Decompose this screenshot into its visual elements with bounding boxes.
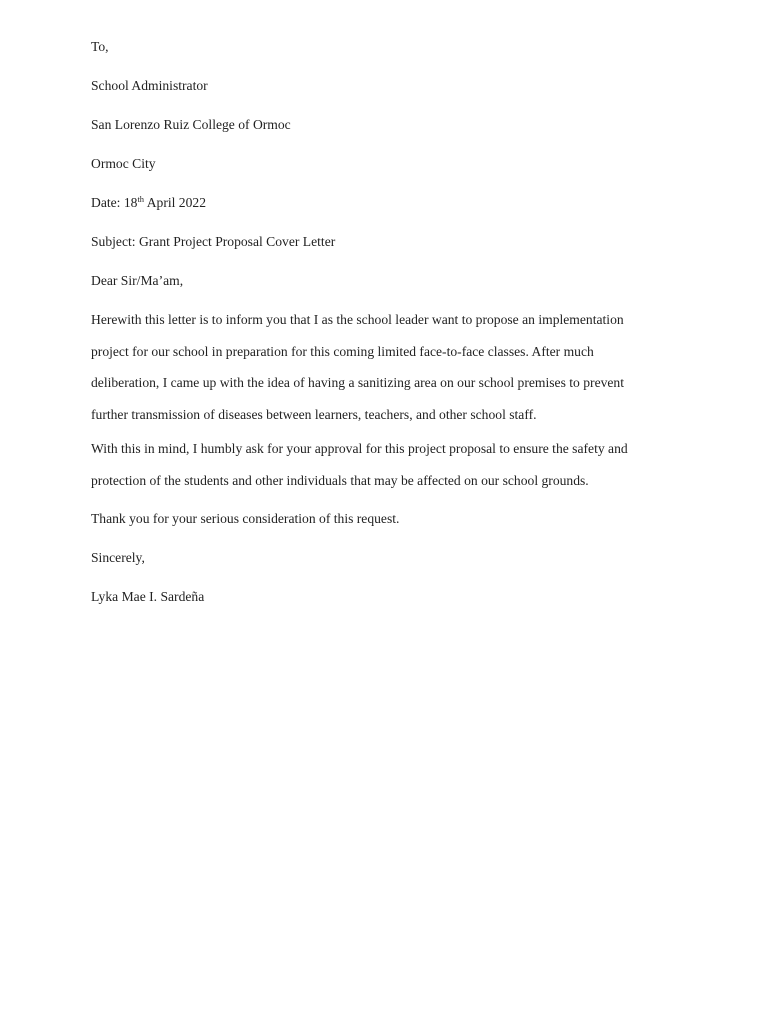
paragraph-line: deliberation, I came up with the idea of having a sanitizing area on our school premises to prevent: [91, 375, 625, 390]
date-ordinal-suffix: th: [137, 194, 145, 204]
body-paragraph-2: [91, 441, 701, 504]
paragraph-line: protection of the students and other individuals that may be affected on our school grounds.: [91, 472, 589, 488]
body-paragraph-3: Thank you for your serious consideration of this request.: [91, 511, 400, 526]
date-rest: April 2022: [144, 195, 206, 210]
paragraph-line: With this in mind, I humbly ask for your approval for this project proposal to ensure the safety and: [91, 441, 628, 456]
paragraph-line: further transmission of diseases between learners, teachers, and other school staff.: [91, 406, 537, 422]
letter-closing: Sincerely,: [91, 550, 145, 565]
letter-signature: Lyka Mae I. Sardeña: [91, 589, 205, 604]
date-label: Date: 18: [91, 195, 138, 210]
paragraph-line: Herewith this letter is to inform you that I as the school leader want to propose an implementation: [91, 312, 624, 327]
paragraph-line: project for our school in preparation for this coming limited face-to-face classes. After much: [91, 343, 594, 359]
body-paragraph-1: [91, 312, 701, 438]
recipient-city: Ormoc City: [91, 156, 156, 171]
salutation-to: To,: [91, 39, 109, 54]
recipient-institution: San Lorenzo Ruiz College of Ormoc: [91, 117, 291, 132]
letter-greeting: Dear Sir/Ma’am,: [91, 273, 184, 288]
letter-date: [91, 195, 206, 211]
recipient-title: School Administrator: [91, 78, 208, 93]
letter-subject: Subject: Grant Project Proposal Cover Letter: [91, 234, 336, 249]
